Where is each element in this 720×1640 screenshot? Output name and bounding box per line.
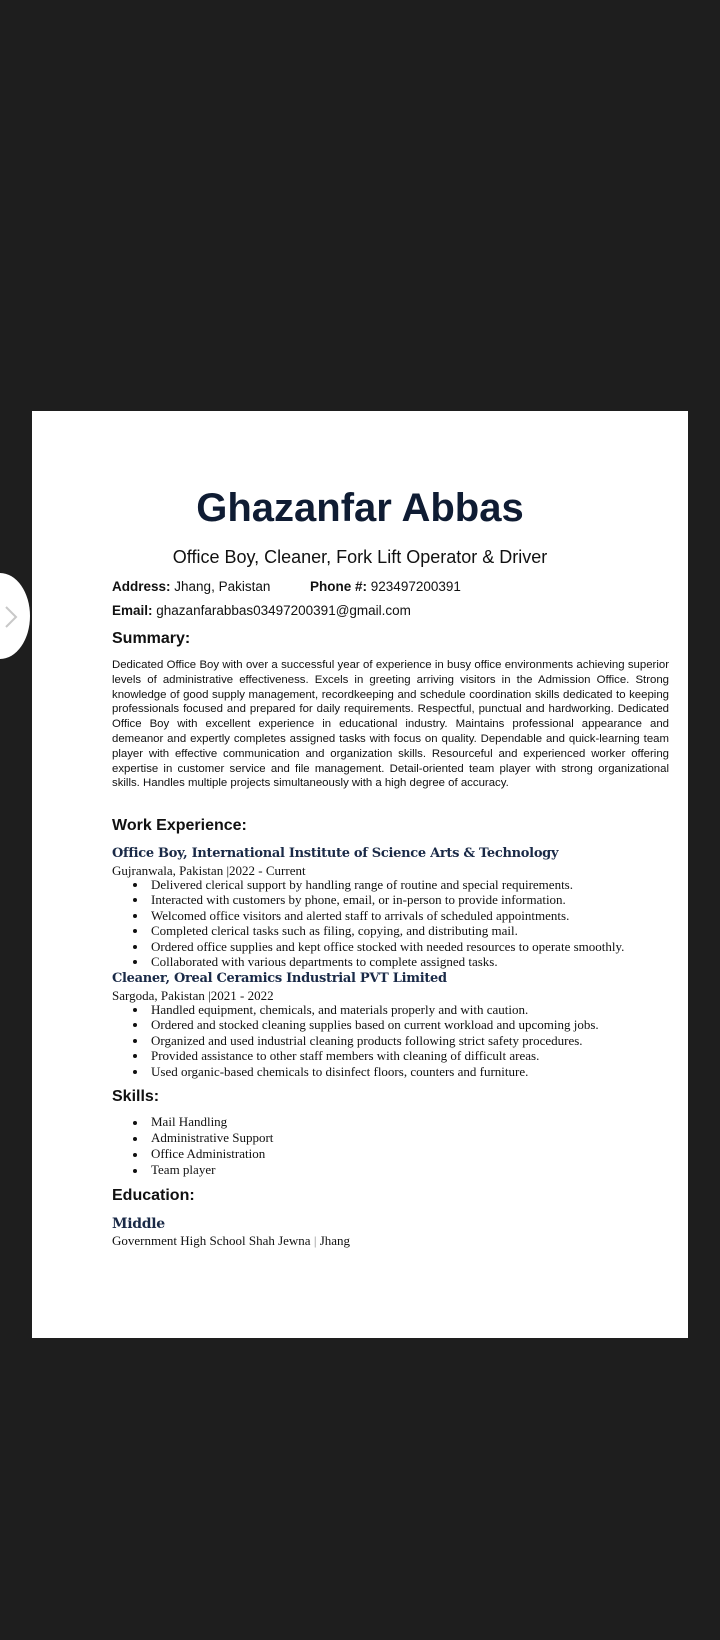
list-item: Team player bbox=[112, 1162, 273, 1178]
education-school-line bbox=[112, 1234, 350, 1247]
skills-heading: Skills: bbox=[112, 1088, 160, 1105]
summary-heading: Summary: bbox=[112, 630, 191, 647]
job-meta: Sargoda, Pakistan |2021 - 2022 bbox=[112, 988, 274, 1003]
skills-list bbox=[112, 1114, 273, 1178]
list-item: Interacted with customers by phone, email, or in-person to provide information. bbox=[112, 892, 624, 907]
phone-value: 923497200391 bbox=[370, 579, 461, 594]
job-meta: Gujranwala, Pakistan |2022 - Current bbox=[112, 863, 306, 878]
education-heading: Education: bbox=[112, 1187, 195, 1204]
list-item: Provided assistance to other staff members with cleaning of difficult areas. bbox=[112, 1048, 599, 1063]
email-label: Email: bbox=[112, 603, 153, 618]
summary-text: Dedicated Office Boy with over a successful year of experience in busy office environments achieving superior levels of administrative effectiveness. Excels in greeting arriving visitors in the Admission Office. Strong knowledge of good supply management, recordkeeping and schedule coordination skills dedicated to keeping professionals focused and prepared for daily requirements. Respectful, punctual and hardworking. Dedicated Office Boy with excellent experience in educational industry. Maintains professional appearance and demeanor and expertly completes assigned tasks with focus on quality. Dependable and quick-learning team player with effective communication and organization skills. Resourceful and experienced worker offering expertise in customer service and file management. Detail-oriented team player with strong organizational skills. Handles multiple projects simultaneously with a high degree of accuracy. bbox=[112, 659, 669, 790]
address-line bbox=[112, 580, 270, 594]
address-label: Address: bbox=[112, 579, 171, 594]
job-title: Office Boy, International Institute of Science Arts & Technology bbox=[112, 846, 559, 861]
resume-page bbox=[32, 411, 688, 1338]
education-level: Middle bbox=[112, 1216, 165, 1232]
job-title: Cleaner, Oreal Ceramics Industrial PVT Limited bbox=[112, 971, 447, 986]
list-item: Administrative Support bbox=[112, 1130, 273, 1146]
education-city: Jhang bbox=[319, 1233, 351, 1248]
list-item: Handled equipment, chemicals, and materials properly and with caution. bbox=[112, 1002, 599, 1017]
resume-name: Ghazanfar Abbas bbox=[196, 486, 524, 530]
address-value: Jhang, Pakistan bbox=[174, 579, 271, 594]
email-value: ghazanfarabbas03497200391@gmail.com bbox=[156, 603, 411, 618]
list-item: Delivered clerical support by handling range of routine and special requirements. bbox=[112, 877, 624, 892]
email-line bbox=[112, 604, 411, 618]
education-separator: | bbox=[313, 1233, 317, 1248]
job-bullets bbox=[112, 1002, 599, 1079]
list-item: Collaborated with various departments to complete assigned tasks. bbox=[112, 954, 624, 969]
job-bullets bbox=[112, 877, 624, 969]
next-page-button[interactable] bbox=[0, 573, 30, 659]
list-item: Ordered office supplies and kept office stocked with needed resources to operate smoothly. bbox=[112, 939, 624, 954]
chevron-right-icon bbox=[4, 605, 18, 629]
education-school: Government High School Shah Jewna bbox=[112, 1233, 311, 1248]
resume-subtitle: Office Boy, Cleaner, Fork Lift Operator & Driver bbox=[172, 547, 548, 567]
work-experience-heading: Work Experience: bbox=[112, 817, 247, 834]
phone-label: Phone #: bbox=[310, 579, 368, 594]
list-item: Used organic-based chemicals to disinfect floors, counters and furniture. bbox=[112, 1064, 599, 1079]
list-item: Ordered and stocked cleaning supplies based on current workload and upcoming jobs. bbox=[112, 1017, 599, 1032]
list-item: Mail Handling bbox=[112, 1114, 273, 1130]
list-item: Organized and used industrial cleaning products following strict safety procedures. bbox=[112, 1033, 599, 1048]
list-item: Office Administration bbox=[112, 1146, 273, 1162]
list-item: Welcomed office visitors and alerted staff to arrivals of scheduled appointments. bbox=[112, 908, 624, 923]
phone-line bbox=[310, 580, 461, 594]
list-item: Completed clerical tasks such as filing, copying, and distributing mail. bbox=[112, 923, 624, 938]
